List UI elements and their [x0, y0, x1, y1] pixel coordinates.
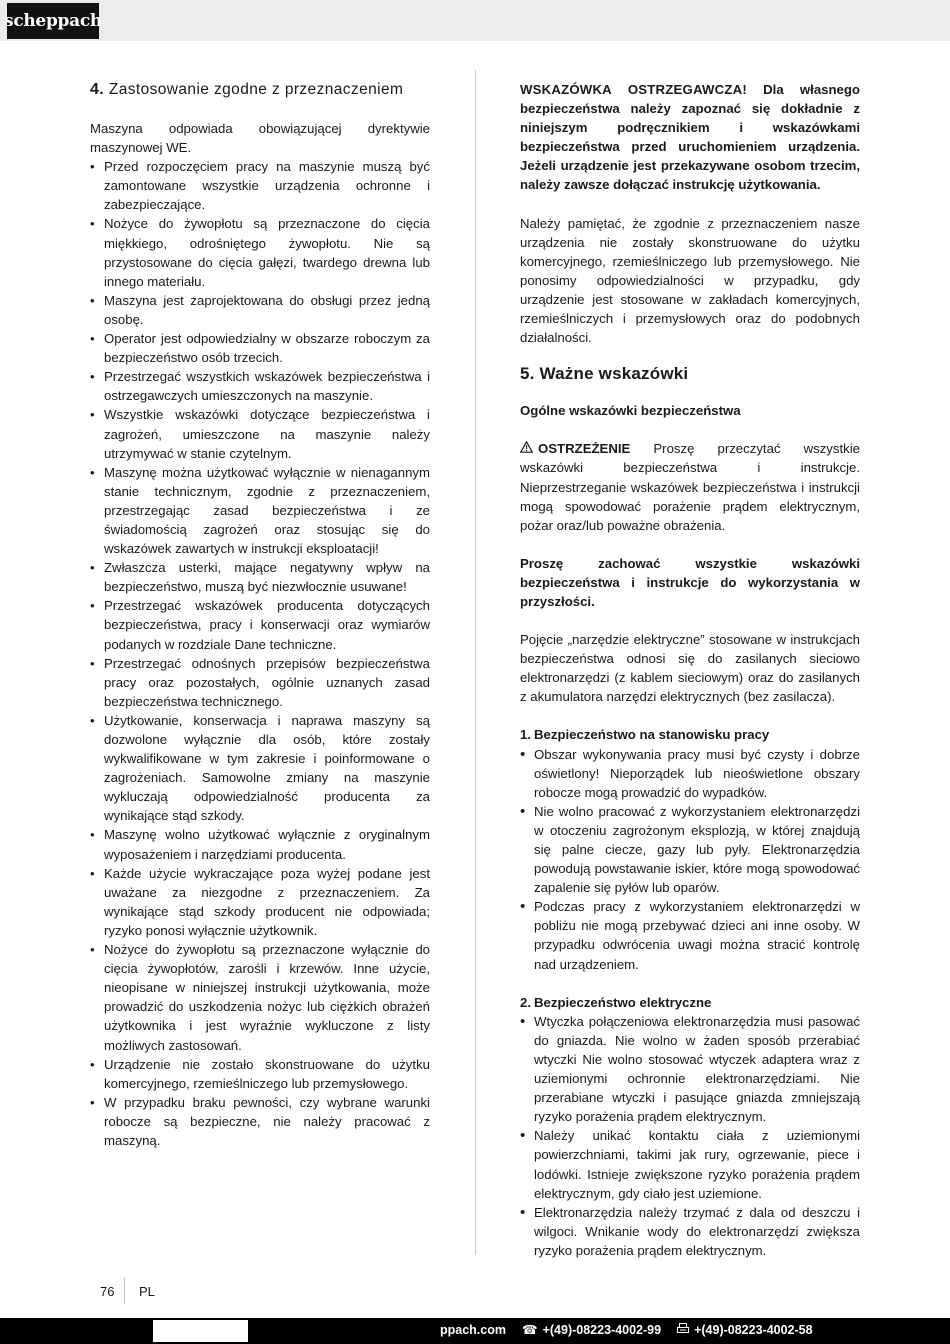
- subsection-title: Bezpieczeństwo na stanowisku pracy: [534, 727, 770, 743]
- left-column: [90, 80, 430, 1150]
- safety-section: [520, 993, 860, 1260]
- warning-label: WSKAZÓWKA OSTRZEGAWCZA!: [520, 82, 747, 97]
- column-divider: [475, 70, 476, 1255]
- intro-paragraph: Maszyna odpowiada obowiązującej dyrektywie maszynowej WE.: [90, 121, 430, 156]
- section-number: 4.: [90, 81, 105, 98]
- subsection-number: 2.: [520, 994, 531, 1010]
- brand-logo: scheppach: [7, 3, 99, 39]
- website-link[interactable]: ppach.com: [440, 1322, 506, 1337]
- list-item: • Każde użycie wykraczające poza wyżej podane jest uważane za niezgodne z przeznaczeniem. Za wynikające stąd szkody producent nie odpowiada; ryzyko ponosi wyłącznie użytkownik.: [90, 864, 430, 940]
- language-code: PL: [139, 1284, 155, 1299]
- list-item: • Przestrzegać odnośnych przepisów bezpieczeństwa pracy oraz pozostałych, ogólnie uznanych zasad bezpieczeństwa technicznego.: [90, 654, 430, 711]
- list-item: • Przestrzegać wszystkich wskazówek bezpieczeństwa i ostrzegawczych umieszczonych na maszynie.: [90, 367, 430, 405]
- keep-instructions-text: Proszę zachować wszystkie wskazówki bezpieczeństwa i instrukcje do wykorzystania w przyszłości.: [520, 555, 860, 609]
- footer-label-box: [153, 1320, 248, 1342]
- commercial-use-note: Należy pamiętać, że zgodnie z przeznaczeniem nasze urządzenia nie zostały skonstruowane do użytku komercyjnego, rzemieślniczego lub przemysłowego. Nie ponosimy odpowiedzialności w przypadku, gdy urządzenie jest stosowane w zakładach komercyjnych, rzemieślniczych i przemysłowych oraz do podobnych działalności.: [520, 215, 860, 346]
- list-item: • Obszar wykonywania pracy musi być czysty i dobrze oświetlony! Nieporządek lub nieoświetlone obszary robocze mogą prowadzić do wypadków.: [520, 745, 860, 802]
- fax-number: +(49)-08223-4002-58: [694, 1322, 813, 1337]
- phone-icon: ☎: [522, 1323, 538, 1337]
- section-number: 5.: [520, 364, 535, 384]
- list-item: • Nożyce do żywopłotu są przeznaczone wyłącznie do cięcia żywopłotów, zarośli i krzewów. Inne użycie, nieopisane w niniejszej instrukcji użytkowania, może prowadzić do uszkodzenia nożyc lub ciężkich obrażeń użytkownika i jest wyraźnie wykluczone z listy możliwych zastosowań.: [90, 940, 430, 1055]
- subsection-list: [520, 1012, 860, 1260]
- phone-number: +(49)-08223-4002-99: [542, 1322, 662, 1337]
- safety-sections: [520, 725, 860, 1260]
- right-column: [520, 80, 860, 1260]
- list-item: • Przestrzegać wskazówek producenta dotyczących bezpieczeństwa, pracy i konserwacji oraz wymiarów podanych w rozdziale Dane techniczne.: [90, 596, 430, 653]
- section-title: Zastosowanie zgodne z przeznaczeniem: [108, 81, 404, 98]
- list-item: • Elektronarzędzia należy trzymać z dala od deszczu i wilgoci. Wnikanie wody do elektronarzędzi zwiększa ryzyko porażenia prądem elektrycznym.: [520, 1203, 860, 1260]
- warning-notice: [520, 80, 860, 195]
- caution-text: Proszę przeczytać wszystkie wskazówki bezpieczeństwa i instrukcje. Nieprzestrzeganie wskazówek bezpieczeństwa i instrukcji mogą spowodować porażenie prądem elektrycznym, pożar oraz/lub poważne obrażenia.: [520, 441, 860, 533]
- warning-text: Dla własnego bezpieczeństwa należy zapoznać się dokładnie z niniejszym podręcznikiem i wskazówkami bezpieczeństwa przed uruchomieniem urządzenia. Jeżeli urządzenie jest przekazywane osobom trzecim, należy zawsze dołączać instrukcję użytkowania.: [520, 82, 860, 193]
- intended-use-list: [90, 157, 430, 1150]
- section-5-heading: [520, 363, 860, 385]
- list-item: • Należy unikać kontaktu ciała z uziemionymi powierzchniami, takimi jak rury, ogrzewanie, piece i lodówki. Istnieje zwiększone ryzyko porażenia prądem elektrycznym, gdy ciało jest uziemione.: [520, 1126, 860, 1202]
- footer-divider: [124, 1278, 125, 1304]
- power-tool-definition: Pojęcie „narzędzie elektryczne” stosowane w instrukcjach bezpieczeństwa odnosi się do zasilanych sieciowo elektronarzędzi (z kablem sieciowym) oraz do zasilanych z akumulatora narzędzi elektrycznych (bez zasilacza).: [520, 632, 860, 705]
- caution-label: OSTRZEŻENIE: [538, 441, 631, 457]
- list-item: • Maszynę wolno użytkować wyłącznie z oryginalnym wyposażeniem i narzędziami producenta.: [90, 825, 430, 863]
- list-item: • Zwłaszcza usterki, mające negatywny wpływ na bezpieczeństwo, muszą być niezwłocznie usuwane!: [90, 558, 430, 596]
- section-title: Ważne wskazówki: [539, 364, 689, 384]
- subsection-number: 1.: [520, 727, 531, 743]
- list-item: • Urządzenie nie zostało skonstruowane do użytku komercyjnego, rzemieślniczego lub przemysłowego.: [90, 1055, 430, 1093]
- list-item: • Maszynę można użytkować wyłącznie w nienagannym stanie technicznym, zgodnie z przeznaczeniem, przestrzegając zasad bezpieczeństwa i ze świadomością zagrożeń oraz stosując się do wskazówek zawartych w instrukcji eksploatacji!: [90, 463, 430, 558]
- list-item: • Wtyczka połączeniowa elektronarzędzia musi pasować do gniazda. Nie wolno w żaden sposób przerabiać wtyczki Nie wolno stosować wtyczek adaptera wraz z uziemionymi ochronnie elektronarzędziami. Nie przerabiane wtyczki i pasujące gniazda zmniejszają ryzyko porażenia prądem elektrycznym.: [520, 1012, 860, 1127]
- list-item: • Nożyce do żywopłotu są przeznaczone do cięcia miękkiego, odrośniętego żywopłotu. Nie są przystosowane do cięcia gałęzi, twardego drewna lub innego materiału.: [90, 214, 430, 290]
- contact-info: [440, 1322, 813, 1337]
- subsection-heading: [520, 993, 860, 1012]
- safety-section: [520, 725, 860, 973]
- header-bar: [0, 0, 950, 41]
- page-number: 76: [100, 1284, 115, 1299]
- list-item: • Nie wolno pracować z wykorzystaniem elektronarzędzi w otoczeniu zagrożonym eksplozją, w której znajdują się palne ciecze, gazy lub pyły. Elektronarzędzia powodują powstawanie iskier, które mogą spowodować zapalenie się pyłów lub oparów.: [520, 802, 860, 897]
- caution-paragraph: [520, 439, 860, 534]
- warning-triangle-icon: [520, 439, 534, 458]
- subsection-list: [520, 745, 860, 974]
- list-item: • W przypadku braku pewności, czy wybrane warunki robocze są bezpieczne, nie należy pracować z maszyną.: [90, 1093, 430, 1150]
- list-item: • Przed rozpoczęciem pracy na maszynie muszą być zamontowane wszystkie urządzenia ochronne i zabezpieczające.: [90, 157, 430, 214]
- subsection-heading: [520, 725, 860, 744]
- section-4-heading: [90, 80, 430, 100]
- list-item: • Wszystkie wskazówki dotyczące bezpieczeństwa i zagrożeń, umieszczone na maszynie należy utrzymywać w stanie czytelnym.: [90, 405, 430, 462]
- fax-icon: [677, 1323, 689, 1337]
- list-item: • Użytkowanie, konserwacja i naprawa maszyny są dozwolone wyłącznie dla osób, które zostały wykwalifikowane w tym zakresie i poinformowane o zagrożeniach. Samowolne zmiany na maszynie wykluczają odpowiedzialność producenta za wynikające stąd szkody.: [90, 711, 430, 826]
- contact-bar: [0, 1318, 950, 1344]
- subsection-title: Bezpieczeństwo elektryczne: [534, 994, 712, 1010]
- list-item: • Maszyna jest zaprojektowana do obsługi przez jedną osobę.: [90, 291, 430, 329]
- general-safety-heading: Ogólne wskazówki bezpieczeństwa: [520, 403, 741, 419]
- list-item: • Operator jest odpowiedzialny w obszarze roboczym za bezpieczeństwo osób trzecich.: [90, 329, 430, 367]
- list-item: • Podczas pracy z wykorzystaniem elektronarzędzi w pobliżu nie mogą przebywać dzieci ani inne osoby. W przypadku odwrócenia uwagi można stracić kontrolę nad urządzeniem.: [520, 897, 860, 973]
